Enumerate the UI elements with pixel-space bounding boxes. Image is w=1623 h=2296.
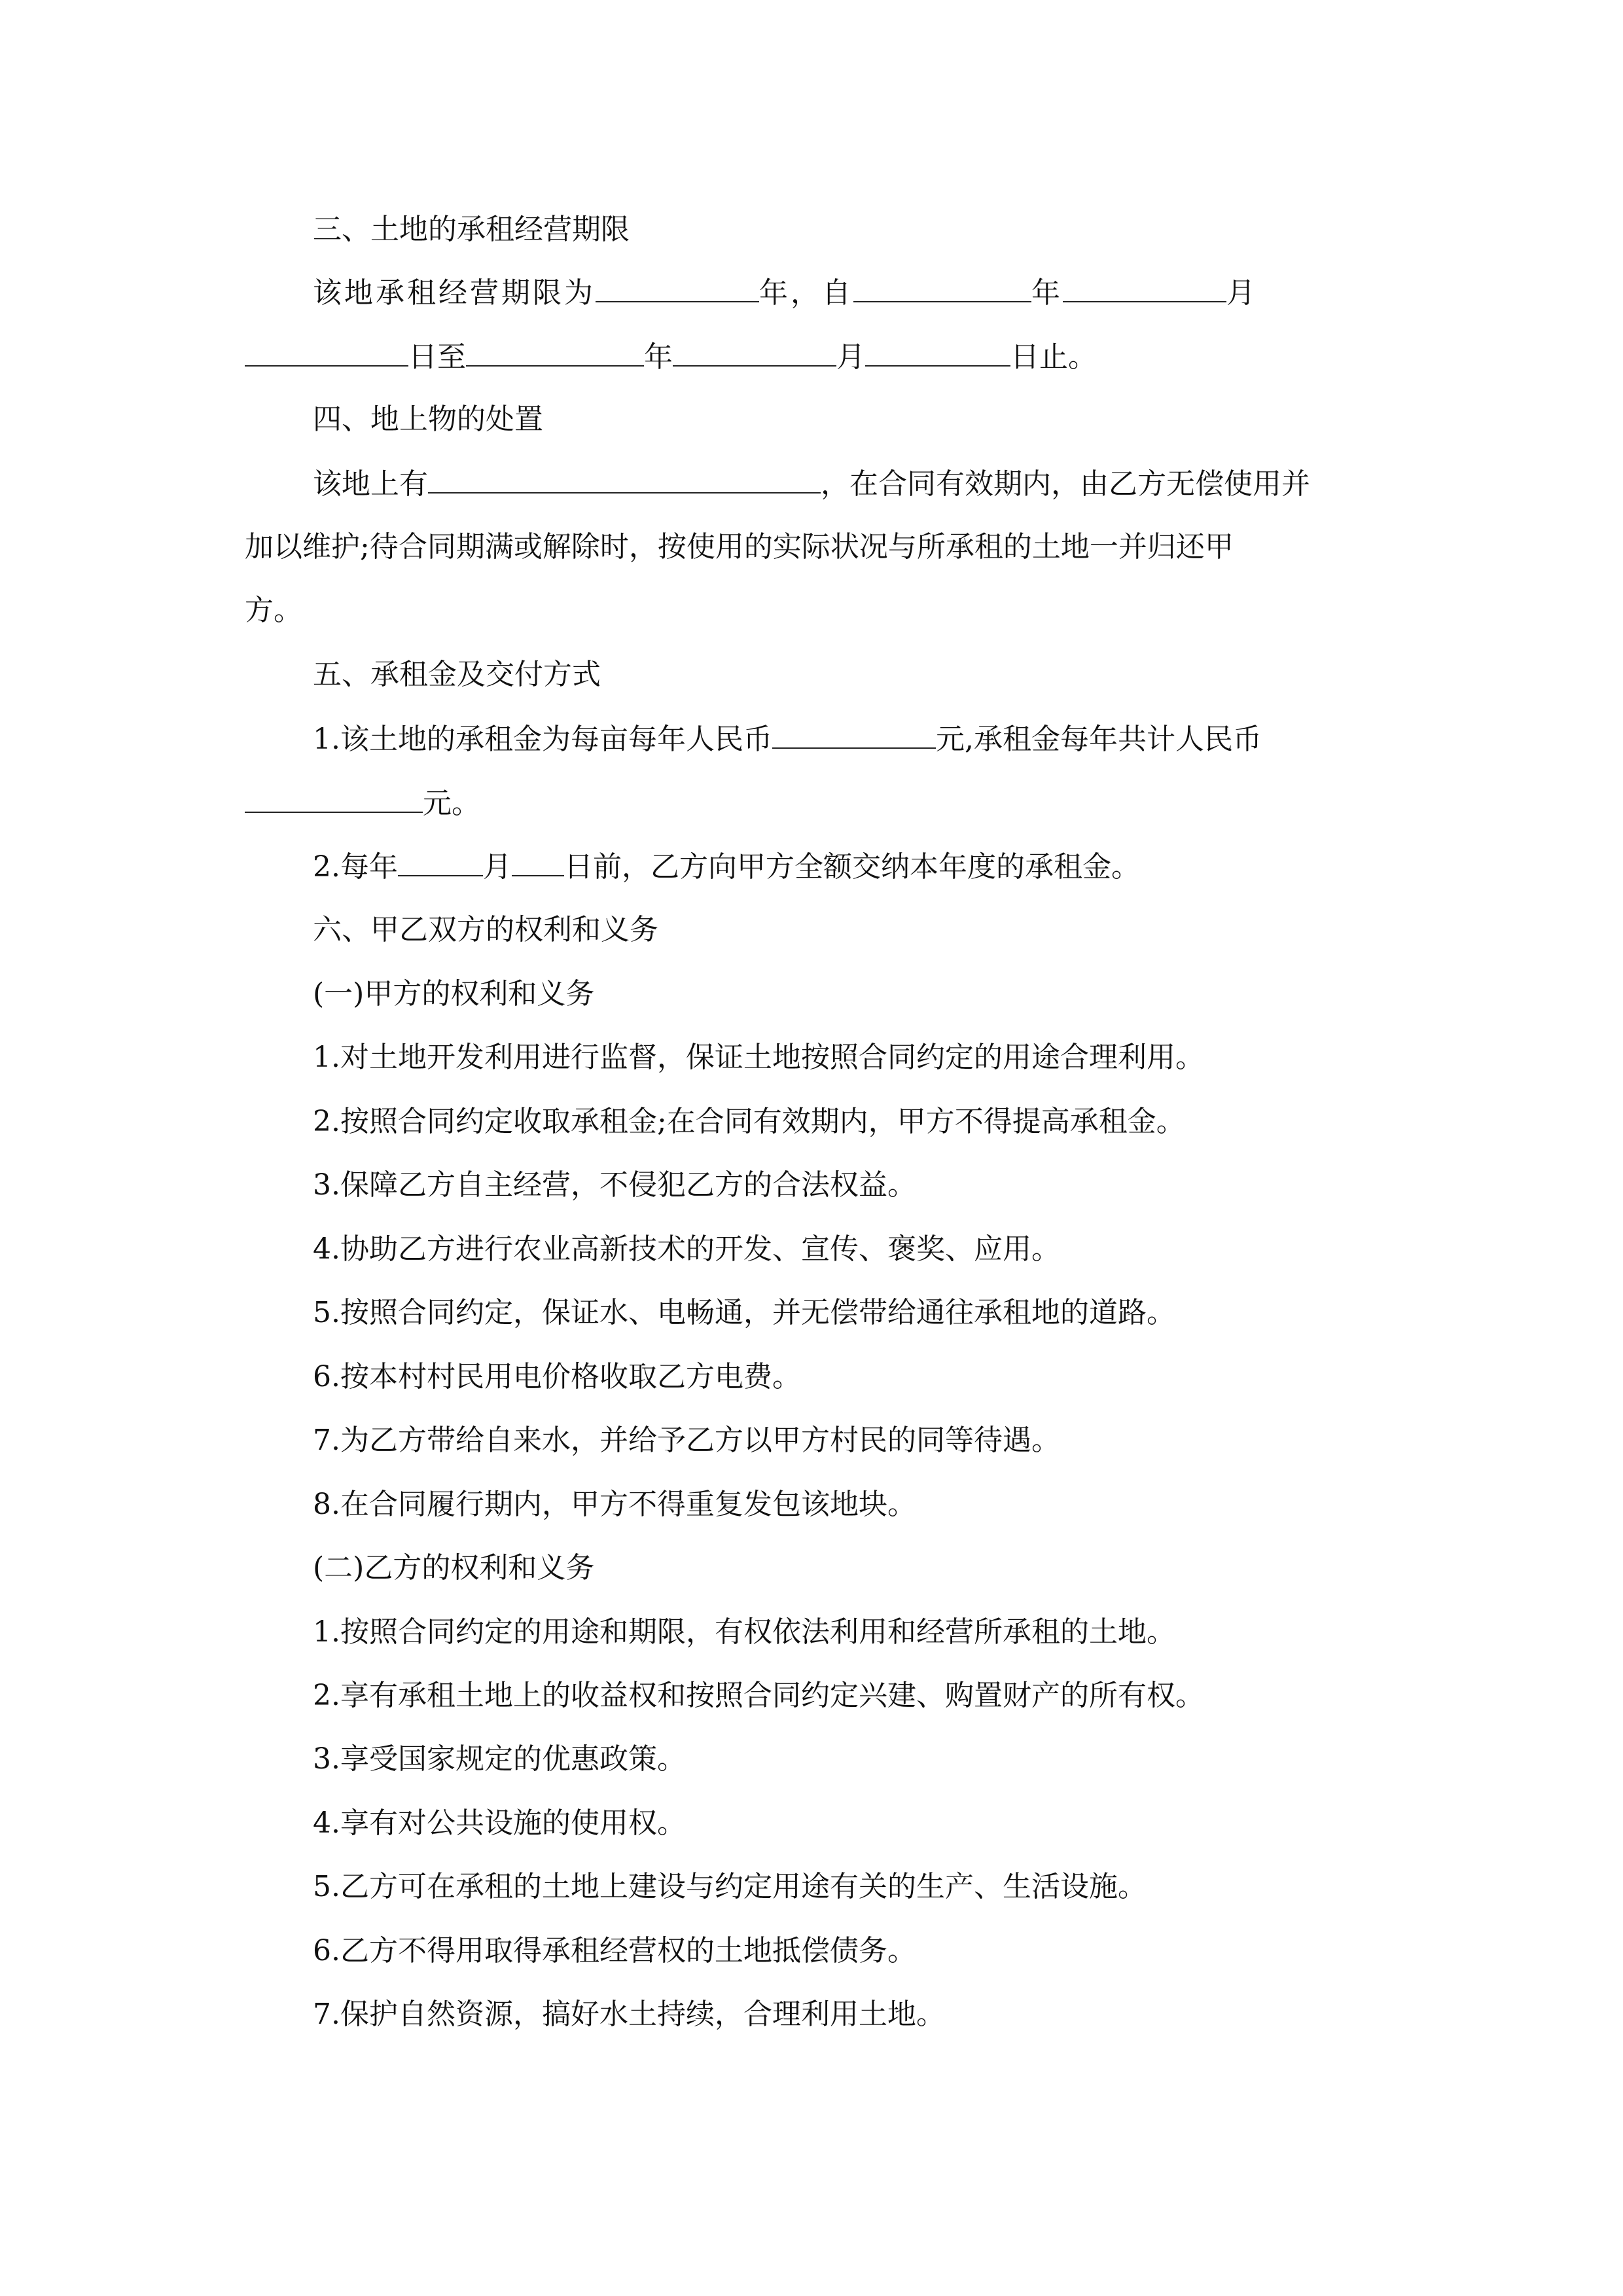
section4-line-1: 该地上有 ，在合同有效期内，由乙方无偿使用并 <box>313 463 1452 505</box>
lease-term-text: 该地承租经营期限为 <box>313 276 596 310</box>
end-month-blank[interactable] <box>673 336 836 367</box>
start-day-blank[interactable] <box>245 336 408 367</box>
party-a-item: 4.协助乙方进行农业高新技术的开发、宣传、褒奖、应用。 <box>313 1232 1060 1266</box>
section-heading-3: 三、土地的承租经营期限 <box>313 213 630 246</box>
section-heading-4: 四、地上物的处置 <box>313 403 543 436</box>
rent-item-2: 2.每年 月 日前，乙方向甲方全额交纳本年度的承租金。 <box>313 846 1452 888</box>
rent-item-1-line-2: 元。 <box>245 783 1383 824</box>
start-month-blank[interactable] <box>1063 272 1226 302</box>
party-b-item: 5.乙方可在承租的土地上建设与约定用途有关的生产、生活设施。 <box>313 1870 1147 1903</box>
start-year-blank[interactable] <box>853 272 1031 302</box>
party-b-item: 3.享受国家规定的优惠政策。 <box>313 1742 686 1776</box>
lease-term-line-1: 该地承租经营期限为 年，自 年 月 <box>313 272 1452 314</box>
party-a-item: 1.对土地开发利用进行监督，保证土地按照合同约定的用途合理利用。 <box>313 1041 1204 1074</box>
party-a-item: 3.保障乙方自主经营，不侵犯乙方的合法权益。 <box>313 1168 916 1202</box>
rent-item-1-line-1: 1.该土地的承租金为每亩每年人民币 元,承租金每年共计人民币 <box>313 719 1452 760</box>
section-heading-6: 六、甲乙双方的权利和义务 <box>313 913 658 946</box>
term-years-blank[interactable] <box>596 272 759 302</box>
lease-term-line-2: 日至 年 月 日止。 <box>245 336 1383 378</box>
payment-day-blank[interactable] <box>512 846 564 876</box>
end-year-blank[interactable] <box>466 336 644 367</box>
section4-line-3: 方。 <box>245 594 302 627</box>
section-heading-5: 五、承租金及交付方式 <box>313 658 601 691</box>
rent-total-blank[interactable] <box>245 783 423 813</box>
payment-month-blank[interactable] <box>398 846 483 876</box>
party-b-item: 2.享有承租土地上的收益权和按照合同约定兴建、购置财产的所有权。 <box>313 1679 1204 1712</box>
party-a-heading: (一)甲方的权利和义务 <box>313 977 595 1011</box>
party-b-item: 7.保护自然资源，搞好水土持续，合理利用土地。 <box>313 1998 945 2031</box>
party-b-heading: (二)乙方的权利和义务 <box>313 1551 595 1585</box>
party-b-item: 1.按照合同约定的用途和期限，有权依法利用和经营所承租的土地。 <box>313 1615 1175 1649</box>
end-day-blank[interactable] <box>865 336 1010 367</box>
section4-line-2: 加以维护;待合同期满或解除时，按使用的实际状况与所承租的土地一并归还甲 <box>245 530 1234 564</box>
party-a-item: 5.按照合同约定，保证水、电畅通，并无偿带给通往承租地的道路。 <box>313 1296 1175 1329</box>
party-a-item: 2.按照合同约定收取承租金;在合同有效期内，甲方不得提高承租金。 <box>313 1105 1185 1138</box>
party-b-item: 6.乙方不得用取得承租经营权的土地抵偿债务。 <box>313 1934 916 1967</box>
party-a-item: 8.在合同履行期内，甲方不得重复发包该地块。 <box>313 1488 916 1521</box>
ground-objects-blank[interactable] <box>428 463 821 493</box>
party-a-item: 7.为乙方带给自来水，并给予乙方以甲方村民的同等待遇。 <box>313 1424 1060 1457</box>
party-b-item: 4.享有对公共设施的使用权。 <box>313 1806 686 1840</box>
party-a-item: 6.按本村村民用电价格收取乙方电费。 <box>313 1360 801 1393</box>
rent-per-mu-blank[interactable] <box>772 719 936 749</box>
